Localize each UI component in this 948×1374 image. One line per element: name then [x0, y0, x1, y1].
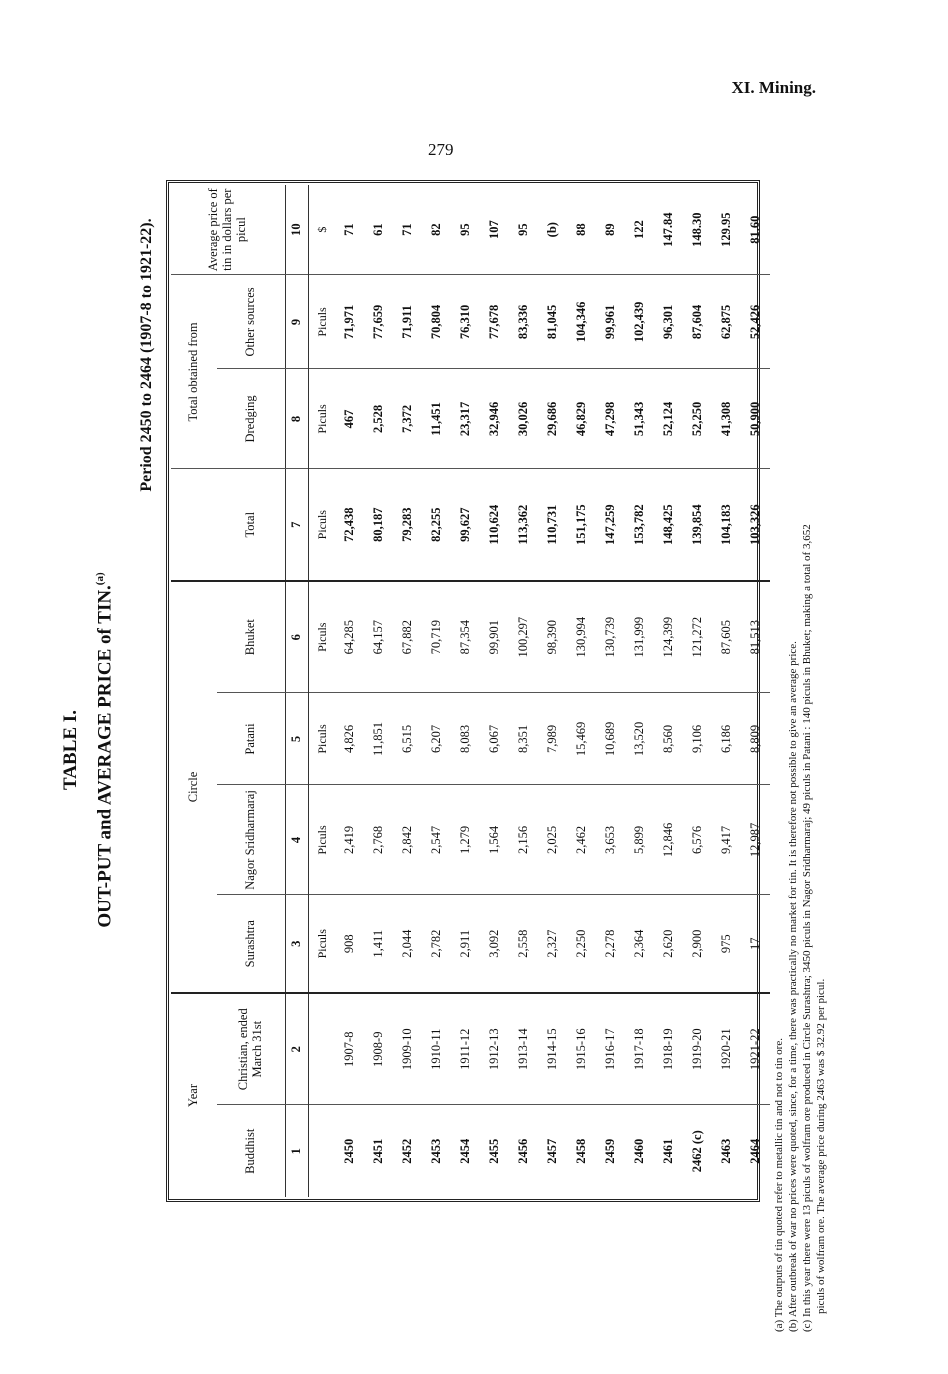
cell-nagor-sridharmaraj: 1,564	[480, 785, 509, 895]
footnote-a: (a) The outputs of tin quoted refer to metallic tin and not to tin ore.	[773, 1038, 785, 1332]
unit-cell	[309, 1105, 336, 1197]
cell-other-sources: 52,426	[741, 275, 770, 369]
cell-patani: 10,689	[596, 693, 625, 785]
table-row	[335, 185, 364, 1197]
col-number: 10	[286, 185, 309, 275]
col-header-4: Nagor Sridharmaraj	[217, 785, 286, 895]
col-header-7: Total	[217, 469, 286, 581]
cell-dredging: 52,124	[654, 369, 683, 469]
cell-christian-year: 1913-14	[509, 993, 538, 1105]
cell-other-sources: 71,971	[335, 275, 364, 369]
cell-bhuket: 100,297	[509, 581, 538, 693]
cell-bhuket: 121,272	[683, 581, 712, 693]
unit-cell: Piculs	[309, 369, 336, 469]
cell-surashtra: 2,911	[451, 895, 480, 993]
cell-buddhist-year: 2463	[712, 1105, 741, 1197]
cell-nagor-sridharmaraj: 5,899	[625, 785, 654, 895]
table-row	[596, 185, 625, 1197]
cell-total: 113,362	[509, 469, 538, 581]
table-row	[683, 185, 712, 1197]
col-number: 3	[286, 895, 309, 993]
cell-dredging: 52,250	[683, 369, 712, 469]
cell-buddhist-year: 2462 (c)	[683, 1105, 712, 1197]
unit-cell: Piculs	[309, 275, 336, 369]
col-number: 9	[286, 275, 309, 369]
cell-patani: 11,851	[364, 693, 393, 785]
section-heading: XI. Mining.	[731, 78, 816, 97]
footnote-b: (b) After outbreak of war no prices were quoted, since, for a time, there was practically no market for tin. It is therefore not possible to give an average price.	[787, 641, 799, 1332]
cell-surashtra: 975	[712, 895, 741, 993]
cell-other-sources: 99,961	[596, 275, 625, 369]
cell-other-sources: 77,678	[480, 275, 509, 369]
cell-buddhist-year: 2452	[393, 1105, 422, 1197]
footnote-c: (c) In this year there were 13 piculs of wolfram ore produced in Circle Surashtra; 3450 piculs in Nagor Sridharmaraj; 49 piculs in Patani : 140 piculs in Bhuket; making a total of 3,652	[801, 524, 813, 1332]
col-header-10: Average price of tin in dollars per picul	[206, 188, 248, 272]
cell-average-price: 122	[632, 220, 646, 240]
cell-christian-year: 1918-19	[654, 993, 683, 1105]
table-subtitle	[94, 570, 116, 930]
col-number: 4	[286, 785, 309, 895]
cell-dredging: 50,900	[741, 369, 770, 469]
cell-dredging: 2,528	[364, 369, 393, 469]
col-header-2: Christian, ended March 31st	[217, 993, 286, 1105]
col-number: 2	[286, 993, 309, 1105]
cell-bhuket: 124,399	[654, 581, 683, 693]
cell-bhuket: 64,157	[364, 581, 393, 693]
cell-christian-year: 1912-13	[480, 993, 509, 1105]
cell-patani: 8,351	[509, 693, 538, 785]
cell-total: 110,624	[480, 469, 509, 581]
cell-christian-year: 1907-8	[335, 993, 364, 1105]
unit-cell: Piculs	[309, 785, 336, 895]
cell-christian-year: 1911-12	[451, 993, 480, 1105]
cell-nagor-sridharmaraj: 2,768	[364, 785, 393, 895]
table-title: TABLE I.	[60, 710, 81, 790]
cell-christian-year: 1916-17	[596, 993, 625, 1105]
cell-patani: 9,106	[683, 693, 712, 785]
table-row	[480, 185, 509, 1197]
col-number: 7	[286, 469, 309, 581]
col-header-8: Dredging	[217, 369, 286, 469]
table-row	[422, 185, 451, 1197]
tin-output-table	[171, 185, 770, 1197]
cell-average-price: 71	[400, 223, 414, 236]
cell-bhuket: 130,739	[596, 581, 625, 693]
cell-christian-year: 1920-21	[712, 993, 741, 1105]
unit-cell: $	[314, 226, 329, 233]
table-row	[625, 185, 654, 1197]
cell-other-sources: 96,301	[654, 275, 683, 369]
cell-surashtra: 2,620	[654, 895, 683, 993]
cell-patani: 6,515	[393, 693, 422, 785]
cell-surashtra: 1,411	[364, 895, 393, 993]
cell-surashtra: 2,782	[422, 895, 451, 993]
cell-christian-year: 1917-18	[625, 993, 654, 1105]
cell-average-price: 107	[487, 220, 501, 240]
cell-surashtra: 2,558	[509, 895, 538, 993]
cell-surashtra: 2,327	[538, 895, 567, 993]
cell-surashtra: 3,092	[480, 895, 509, 993]
group-total: Total obtained from	[171, 275, 217, 469]
cell-average-price: 82	[429, 223, 443, 236]
cell-total: 99,627	[451, 469, 480, 581]
page-number: 279	[428, 140, 454, 159]
cell-bhuket: 87,354	[451, 581, 480, 693]
group-year: Year	[171, 993, 217, 1197]
cell-patani: 6,207	[422, 693, 451, 785]
cell-patani: 6,067	[480, 693, 509, 785]
table-row	[654, 185, 683, 1197]
col-number: 8	[286, 369, 309, 469]
cell-dredging: 32,946	[480, 369, 509, 469]
cell-average-price: 95	[516, 223, 530, 236]
cell-other-sources: 77,659	[364, 275, 393, 369]
cell-bhuket: 98,390	[538, 581, 567, 693]
col-number: 6	[286, 581, 309, 693]
cell-patani: 8,809	[741, 693, 770, 785]
cell-total: 110,731	[538, 469, 567, 581]
table-row	[567, 185, 596, 1197]
cell-patani: 7,989	[538, 693, 567, 785]
cell-nagor-sridharmaraj: 2,462	[567, 785, 596, 895]
cell-nagor-sridharmaraj: 2,156	[509, 785, 538, 895]
cell-bhuket: 67,882	[393, 581, 422, 693]
cell-average-price: 95	[458, 223, 472, 236]
cell-surashtra: 2,900	[683, 895, 712, 993]
cell-nagor-sridharmaraj: 2,547	[422, 785, 451, 895]
cell-buddhist-year: 2453	[422, 1105, 451, 1197]
unit-cell: Piculs	[309, 581, 336, 693]
cell-dredging: 11,451	[422, 369, 451, 469]
cell-surashtra: 2,278	[596, 895, 625, 993]
cell-total: 151,175	[567, 469, 596, 581]
cell-bhuket: 64,285	[335, 581, 364, 693]
cell-surashtra: 2,364	[625, 895, 654, 993]
cell-surashtra: 2,044	[393, 895, 422, 993]
cell-average-price: 129.95	[719, 212, 733, 247]
cell-nagor-sridharmaraj: 9,417	[712, 785, 741, 895]
unit-cell	[309, 993, 336, 1105]
cell-buddhist-year: 2460	[625, 1105, 654, 1197]
cell-total: 72,438	[335, 469, 364, 581]
unit-cell: Piculs	[309, 895, 336, 993]
table-row	[451, 185, 480, 1197]
cell-other-sources: 76,310	[451, 275, 480, 369]
cell-surashtra: 17	[741, 895, 770, 993]
cell-average-price: (b)	[545, 222, 559, 238]
cell-bhuket: 99,901	[480, 581, 509, 693]
cell-nagor-sridharmaraj: 2,025	[538, 785, 567, 895]
cell-total: 147,259	[596, 469, 625, 581]
cell-buddhist-year: 2461	[654, 1105, 683, 1197]
cell-other-sources: 104,346	[567, 275, 596, 369]
table-row	[509, 185, 538, 1197]
cell-other-sources: 62,875	[712, 275, 741, 369]
col-header-9: Other sources	[217, 275, 286, 369]
cell-patani: 8,560	[654, 693, 683, 785]
cell-dredging: 23,317	[451, 369, 480, 469]
cell-other-sources: 81,045	[538, 275, 567, 369]
cell-dredging: 467	[335, 369, 364, 469]
cell-nagor-sridharmaraj: 12,987	[741, 785, 770, 895]
cell-christian-year: 1915-16	[567, 993, 596, 1105]
cell-dredging: 51,343	[625, 369, 654, 469]
cell-nagor-sridharmaraj: 2,419	[335, 785, 364, 895]
cell-patani: 8,083	[451, 693, 480, 785]
cell-buddhist-year: 2454	[451, 1105, 480, 1197]
cell-average-price: 81.60	[748, 215, 762, 244]
cell-dredging: 46,829	[567, 369, 596, 469]
col-header-6: Bhuket	[217, 581, 286, 693]
cell-buddhist-year: 2458	[567, 1105, 596, 1197]
cell-nagor-sridharmaraj: 3,653	[596, 785, 625, 895]
cell-bhuket: 81,513	[741, 581, 770, 693]
unit-cell: Piculs	[309, 693, 336, 785]
cell-nagor-sridharmaraj: 6,576	[683, 785, 712, 895]
cell-nagor-sridharmaraj: 12,846	[654, 785, 683, 895]
cell-total: 79,283	[393, 469, 422, 581]
cell-buddhist-year: 2456	[509, 1105, 538, 1197]
cell-surashtra: 908	[335, 895, 364, 993]
data-table-container	[171, 185, 762, 1197]
cell-other-sources: 70,804	[422, 275, 451, 369]
subtitle-footnote-marker: (a)	[94, 572, 106, 586]
cell-average-price: 89	[603, 223, 617, 236]
cell-total: 139,854	[683, 469, 712, 581]
cell-buddhist-year: 2457	[538, 1105, 567, 1197]
cell-buddhist-year: 2464	[741, 1105, 770, 1197]
cell-total: 80,187	[364, 469, 393, 581]
cell-patani: 4,826	[335, 693, 364, 785]
cell-patani: 6,186	[712, 693, 741, 785]
table-row	[741, 185, 770, 1197]
cell-other-sources: 102,439	[625, 275, 654, 369]
cell-buddhist-year: 2455	[480, 1105, 509, 1197]
cell-total: 82,255	[422, 469, 451, 581]
cell-christian-year: 1921-22	[741, 993, 770, 1105]
cell-dredging: 47,298	[596, 369, 625, 469]
cell-christian-year: 1908-9	[364, 993, 393, 1105]
cell-bhuket: 130,994	[567, 581, 596, 693]
table-row	[364, 185, 393, 1197]
cell-buddhist-year: 2451	[364, 1105, 393, 1197]
col-number: 1	[286, 1105, 309, 1197]
cell-christian-year: 1919-20	[683, 993, 712, 1105]
cell-surashtra: 2,250	[567, 895, 596, 993]
cell-dredging: 7,372	[393, 369, 422, 469]
cell-christian-year: 1910-11	[422, 993, 451, 1105]
cell-other-sources: 71,911	[393, 275, 422, 369]
cell-buddhist-year: 2450	[335, 1105, 364, 1197]
col-number: 5	[286, 693, 309, 785]
cell-other-sources: 83,336	[509, 275, 538, 369]
period-caption: Period 2450 to 2464 (1907-8 to 1921-22).	[138, 218, 155, 492]
units-row	[309, 185, 336, 1197]
cell-dredging: 41,308	[712, 369, 741, 469]
cell-average-price: 148.30	[690, 212, 704, 247]
cell-dredging: 29,686	[538, 369, 567, 469]
cell-bhuket: 131,999	[625, 581, 654, 693]
cell-christian-year: 1914-15	[538, 993, 567, 1105]
cell-bhuket: 70,719	[422, 581, 451, 693]
cell-nagor-sridharmaraj: 1,279	[451, 785, 480, 895]
cell-bhuket: 87,605	[712, 581, 741, 693]
group-circle: Circle	[171, 581, 217, 993]
table-body	[309, 185, 771, 1197]
cell-patani: 15,469	[567, 693, 596, 785]
cell-total: 103,326	[741, 469, 770, 581]
table-row	[538, 185, 567, 1197]
cell-dredging: 30,026	[509, 369, 538, 469]
cell-total: 104,183	[712, 469, 741, 581]
cell-other-sources: 87,604	[683, 275, 712, 369]
cell-average-price: 71	[342, 223, 356, 236]
cell-patani: 13,520	[625, 693, 654, 785]
subtitle-text: OUT-PUT and AVERAGE PRICE of TIN.	[94, 585, 116, 928]
cell-christian-year: 1909-10	[393, 993, 422, 1105]
cell-total: 148,425	[654, 469, 683, 581]
table-row	[712, 185, 741, 1197]
table-row	[393, 185, 422, 1197]
col-header-3: Surashtra	[217, 895, 286, 993]
col-header-1: Buddhist	[217, 1105, 286, 1197]
cell-total: 153,782	[625, 469, 654, 581]
cell-average-price: 147.84	[661, 212, 675, 247]
cell-average-price: 61	[371, 223, 385, 236]
col-header-5: Patani	[217, 693, 286, 785]
cell-nagor-sridharmaraj: 2,842	[393, 785, 422, 895]
footnote-c-continued: piculs of wolfram ore. The average price during 2463 was $ 32.92 per picul.	[815, 978, 827, 1314]
cell-buddhist-year: 2459	[596, 1105, 625, 1197]
cell-average-price: 88	[574, 223, 588, 236]
unit-cell: Piculs	[309, 469, 336, 581]
